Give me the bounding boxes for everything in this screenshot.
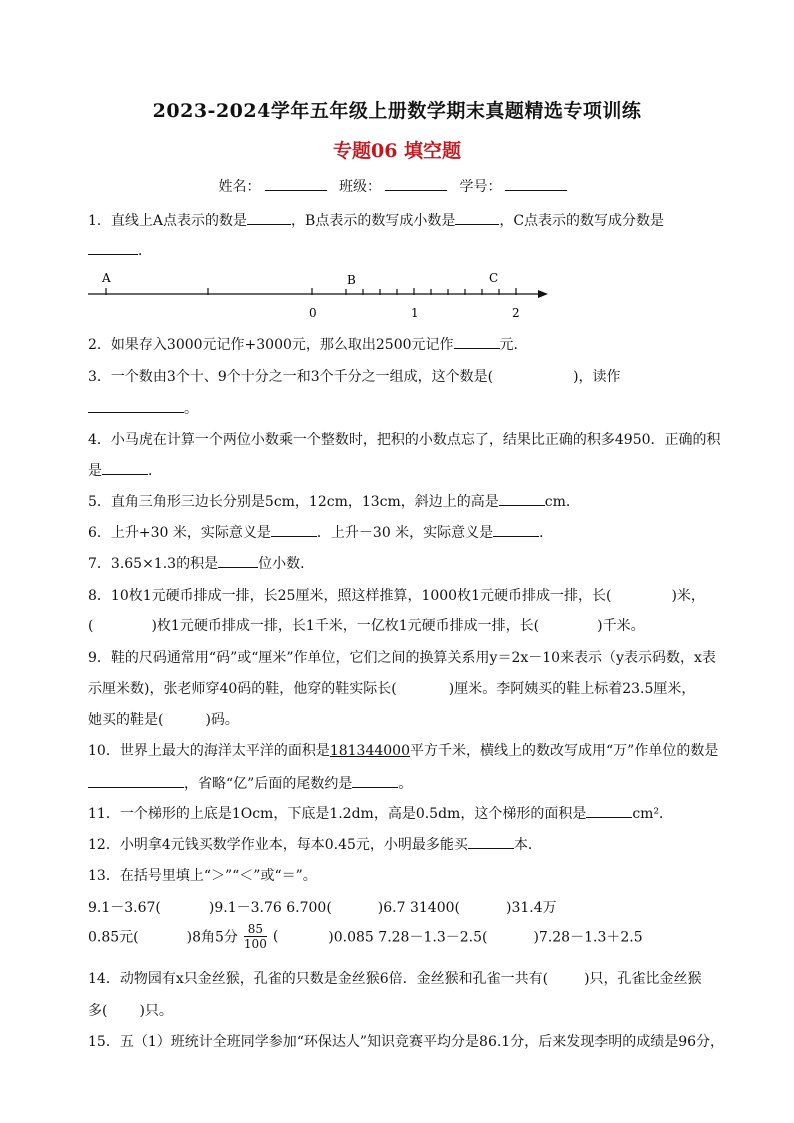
point-c-label: C bbox=[489, 271, 499, 285]
name-label: 姓名： bbox=[218, 179, 261, 195]
q13-r1-text-a: 9.1－3.67( bbox=[88, 900, 161, 916]
question-5 bbox=[88, 491, 580, 511]
q12-text-a: 12．小明拿4元钱买数学作业本，每本0.45元，小明最多能买 bbox=[88, 837, 468, 853]
q3-text-a: 3．一个数由3个十、9个十分之一和3个千分之一组成，这个数是( bbox=[88, 369, 494, 385]
question-7 bbox=[88, 553, 314, 573]
question-8-line-1 bbox=[88, 585, 705, 605]
q8-text-a: 8．10枚1元硬币排成一排，长25厘米，照这样推算，1000枚1元硬币排成一排，长( bbox=[88, 588, 612, 604]
q1-text-d: ． bbox=[138, 243, 152, 259]
q11-blank[interactable] bbox=[586, 803, 632, 818]
q6-text-a: 6．上升+30 米，实际意义是 bbox=[88, 525, 271, 541]
q7-text-a: 7．3.65×1.3的积是 bbox=[88, 556, 219, 572]
number-line bbox=[88, 262, 558, 322]
q10-underlined-number: 181344000 bbox=[329, 743, 410, 759]
q13-r2-text-c: ( bbox=[272, 928, 279, 945]
class-label: 班级： bbox=[339, 179, 381, 195]
q1-blank-c[interactable] bbox=[88, 240, 138, 255]
q13-r2-text-e: )7.28－1.3＋2.5 bbox=[533, 929, 643, 946]
page-subtitle: 专题06 填空题 bbox=[332, 140, 462, 162]
q3-blank[interactable] bbox=[88, 398, 184, 413]
q1-text-c: ，C点表示的数写成分数是 bbox=[499, 213, 665, 229]
q6-text-c: ． bbox=[539, 525, 554, 541]
q10-text-b: 平方千米，横线上的数改写成用“万”作单位的数是 bbox=[410, 743, 719, 759]
q10-text-a: 10．世界上最大的海洋太平洋的面积是 bbox=[88, 743, 330, 759]
fraction-numerator: 85 bbox=[244, 922, 267, 937]
q4-text-c: ． bbox=[148, 463, 162, 479]
q1-text-b: ，B点表示的数写成小数是 bbox=[291, 213, 456, 229]
page-title: 2023-2024学年五年级上册数学期末真题精选专项训练 bbox=[152, 100, 642, 122]
q8-text-e: )千米。 bbox=[597, 618, 645, 634]
q13-r2-text-d: )0.085 7.28－1.3－2.5( bbox=[328, 929, 488, 946]
student-info-row bbox=[0, 176, 794, 196]
q13-r2-text-b: )8角5分 bbox=[186, 929, 238, 946]
q10-text-d: 。 bbox=[398, 776, 413, 792]
q5-text-b: cm． bbox=[544, 494, 580, 510]
tick-label-1: 1 bbox=[411, 306, 419, 320]
q13-r1-text-b: )9.1－3.76 6.700( bbox=[208, 900, 332, 916]
question-3-line-1 bbox=[88, 366, 621, 386]
tick-label-0: 0 bbox=[309, 306, 317, 320]
question-10-line-1 bbox=[88, 740, 718, 760]
fraction-85-100 bbox=[244, 922, 267, 951]
question-8-line-2 bbox=[88, 615, 645, 635]
question-1-line-1 bbox=[88, 210, 664, 230]
q1-text-a: 1．直线上A点表示的数是 bbox=[88, 213, 248, 229]
q14-text-c: 多( bbox=[88, 1003, 108, 1019]
q14-text-a: 14．动物园有x只金丝猴，孔雀的只数是金丝猴6倍．金丝猴和孔雀一共有( bbox=[88, 971, 549, 987]
q4-text-b: 是 bbox=[88, 463, 102, 479]
point-a-label: A bbox=[102, 271, 111, 285]
q2-text-b: 元． bbox=[499, 337, 528, 353]
q7-text-b: 位小数． bbox=[258, 556, 315, 572]
q10-text-c: ，省略“亿”后面的尾数约是 bbox=[184, 776, 353, 792]
name-field[interactable] bbox=[265, 176, 327, 191]
q3-text-c: 。 bbox=[184, 401, 198, 417]
question-2 bbox=[88, 334, 528, 354]
q9-text-b: 示厘米数)，张老师穿40码的鞋，他穿的鞋实际长( bbox=[88, 681, 397, 697]
question-14-line-2 bbox=[88, 1000, 173, 1020]
question-13-row-2 bbox=[88, 922, 643, 951]
tick-label-2: 2 bbox=[512, 306, 520, 320]
q11-text-a: 11．一个梯形的上底是1Ocm，下底是1.2dm，高是0.5dm，这个梯形的面积是 bbox=[88, 806, 587, 822]
q4-blank[interactable] bbox=[102, 460, 148, 475]
q10-blank-a[interactable] bbox=[88, 773, 184, 788]
id-label: 学号： bbox=[459, 179, 502, 195]
point-b-label: B bbox=[347, 273, 356, 287]
q13-r2-text-a: 0.85元( bbox=[88, 929, 139, 946]
q8-text-b: )米， bbox=[671, 588, 705, 604]
q1-blank-b[interactable] bbox=[455, 210, 499, 225]
q9-text-a: 9．鞋的尺码通常用“码”或“厘米”作单位，它们之间的换算关系用y＝2x－10来表示（y表示码数，x表 bbox=[88, 650, 716, 666]
question-11 bbox=[88, 803, 673, 823]
question-6 bbox=[88, 522, 553, 542]
question-1-line-2 bbox=[88, 240, 152, 260]
q4-text-a: 4．小马虎在计算一个两位小数乘一个整数时，把积的小数点忘了，结果比正确的积多4950．正确的积 bbox=[88, 432, 721, 448]
question-13-row-1 bbox=[88, 897, 557, 917]
q8-text-c: ( bbox=[88, 618, 94, 634]
question-4-line-1 bbox=[88, 429, 721, 449]
q9-text-d: 她买的鞋是( bbox=[88, 712, 164, 728]
question-9-line-2 bbox=[88, 678, 695, 698]
q14-text-d: )只。 bbox=[139, 1003, 173, 1019]
question-4-line-2 bbox=[88, 460, 162, 480]
fraction-denominator: 100 bbox=[243, 937, 267, 951]
q13-r1-text-c: )6.7 31400( bbox=[377, 900, 460, 916]
q5-text-a: 5．直角三角形三边长分别是5cm，12cm，13cm，斜边上的高是 bbox=[88, 494, 499, 510]
q10-blank-b[interactable] bbox=[352, 773, 398, 788]
question-13 bbox=[88, 865, 317, 885]
q8-text-d: )枚1元硬币排成一排，长1千米，一亿枚1元硬币排成一排，长( bbox=[151, 618, 540, 634]
arrow-head-icon bbox=[538, 290, 548, 298]
q11-text-b: cm²． bbox=[632, 806, 674, 822]
q6-blank-a[interactable] bbox=[271, 522, 317, 537]
question-10-line-2 bbox=[88, 773, 412, 793]
class-field[interactable] bbox=[385, 176, 447, 191]
question-3-line-2 bbox=[88, 398, 198, 418]
question-9-line-3 bbox=[88, 709, 239, 729]
q1-blank-a[interactable] bbox=[247, 210, 291, 225]
q2-text-a: 2．如果存入3000元记作+3000元，那么取出2500元记作 bbox=[88, 337, 454, 353]
question-14-line-1 bbox=[88, 968, 702, 988]
q12-blank[interactable] bbox=[468, 834, 514, 849]
q9-text-c: )厘米。李阿姨买的鞋上标着23.5厘米， bbox=[448, 681, 696, 697]
question-12 bbox=[88, 834, 542, 854]
q2-blank[interactable] bbox=[454, 334, 500, 349]
q6-blank-b[interactable] bbox=[493, 522, 539, 537]
q12-text-b: 本． bbox=[513, 837, 542, 853]
q7-blank[interactable] bbox=[218, 553, 258, 568]
question-15 bbox=[88, 1031, 724, 1051]
q5-blank[interactable] bbox=[499, 491, 545, 506]
id-field[interactable] bbox=[505, 176, 567, 191]
q3-text-b: )，读作 bbox=[573, 369, 621, 385]
q9-text-e: )码。 bbox=[205, 712, 239, 728]
question-9-line-1 bbox=[88, 647, 716, 667]
q15-text: 15．五（1）班统计全班同学参加“环保达人”知识竞赛平均分是86.1分，后来发现李明的成绩是96分， bbox=[88, 1034, 725, 1050]
q13-text: 13．在括号里填上“＞”“＜”或“＝”。 bbox=[88, 868, 317, 884]
q13-r1-text-d: )31.4万 bbox=[505, 900, 557, 916]
q14-text-b: )只，孔雀比金丝猴 bbox=[584, 971, 702, 987]
q6-text-b: ．上升－30 米，实际意义是 bbox=[316, 525, 494, 541]
